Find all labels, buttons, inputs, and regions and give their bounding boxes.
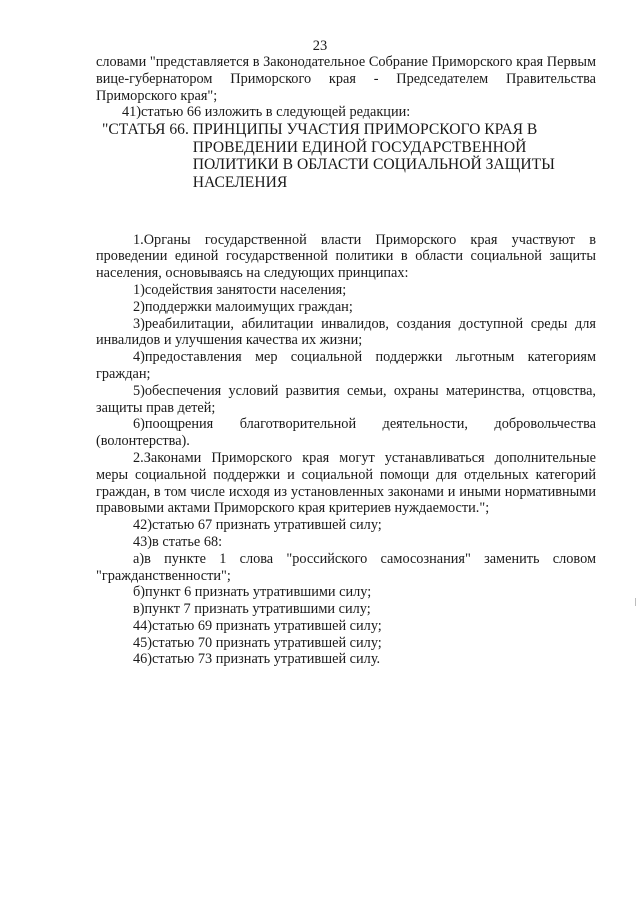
paragraph-item-46: 46)статью 73 признать утратившей силу. [133,651,381,668]
paragraph-2: 2.Законами Приморского края могут устанавливаться дополнительные меры социальной поддержки и социальной помощи для отдельных категорий граждан, в том числе исходя из установленных законами и иными нормативными правовыми актами Приморского края критериев нуждаемости."; [96,449,596,517]
list-item-4: 4)предоставления мер социальной поддержки льготным категориям граждан; [96,349,596,382]
paragraph-item-43b: б)пункт 6 признать утратившими силу; [133,584,372,601]
list-item-2: 2)поддержки малоимущих граждан; [133,298,353,315]
article-title-line: ПРИНЦИПЫ УЧАСТИЯ ПРИМОРСКОГО КРАЯ В [192,121,538,139]
article-title [193,121,555,191]
article-label: "СТАТЬЯ 66. [102,121,193,139]
list-item-1: 1)содействия занятости населения; [133,281,347,298]
paragraph-intro: словами "представляется в Законодательное Собрание Приморского края Первым вице-губернатором Приморского края - Председателем Правительства Приморского края"; [96,54,596,104]
list-item-6: 6)поощрения благотворительной деятельности, добровольчества (волонтерства). [96,416,596,450]
article-title-line: НАСЕЛЕНИЯ [192,173,288,191]
paragraph-item-45: 45)статью 70 признать утратившей силу; [133,634,382,651]
scan-mark [635,598,636,606]
document-body [96,54,596,668]
paragraph-item-43c: в)пункт 7 признать утратившими силу; [133,601,371,618]
paragraph-item-43: 43)в статье 68: [133,533,223,550]
page-number: 23 [312,38,328,54]
paragraph-item-41: 41)статью 66 изложить в следующей редакции: [122,104,411,121]
article-title-line: ПРОВЕДЕНИИ ЕДИНОЙ ГОСУДАРСТВЕННОЙ [192,138,527,156]
paragraph-item-42: 42)статью 67 признать утратившей силу; [133,517,382,534]
paragraph-item-44: 44)статью 69 признать утратившей силу; [133,617,382,634]
article-heading [96,121,596,191]
list-item-5: 5)обеспечения условий развития семьи, охраны материнства, отцовства, защиты прав детей; [96,382,596,416]
article-title-line: ПОЛИТИКИ В ОБЛАСТИ СОЦИАЛЬНОЙ ЗАЩИТЫ [192,156,555,174]
paragraph-1: 1.Органы государственной власти Приморского края участвуют в проведении единой государственной политики в области социальной защиты населения, основываясь на следующих принципах: [96,231,596,282]
list-item-3: 3)реабилитации, абилитации инвалидов, создания доступной среды для инвалидов и улучшения качества их жизни; [96,315,596,349]
paragraph-item-43a: а)в пункте 1 слова "российского самосознания" заменить словом "гражданственности"; [96,550,596,584]
